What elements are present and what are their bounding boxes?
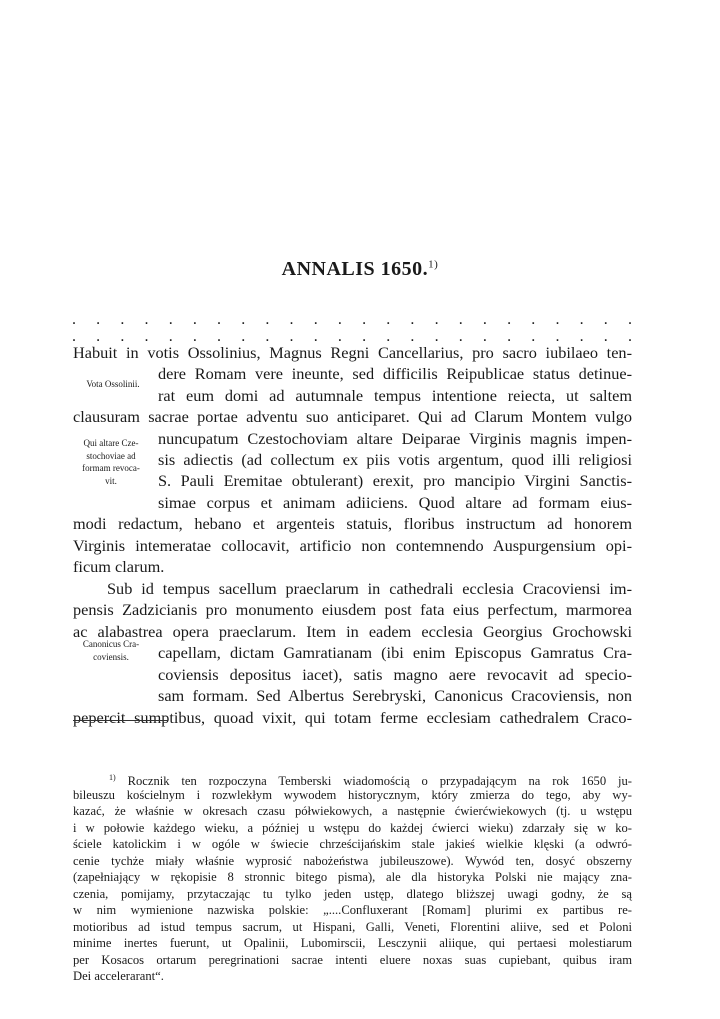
ellipsis-dot: . [410, 328, 415, 345]
ellipsis-dot: . [192, 311, 197, 328]
ellipsis-dot: . [579, 311, 584, 328]
ellipsis-dot: . [144, 328, 149, 345]
title-footnote-mark: 1) [428, 258, 439, 271]
body-line: coviensis depositus iacet), satis magno aere revocavit ad specio- [158, 665, 632, 684]
footnote-separator [73, 720, 168, 721]
ellipsis-dot: . [386, 328, 391, 345]
footnote-line: motioribus ad istud tempus sacrum, ut Hispani, Galli, Veneti, Florentini aliive, sed et Poloni [73, 920, 632, 934]
footnote-mark: 1) [109, 773, 116, 782]
ellipsis-dot: . [96, 311, 101, 328]
ellipsis-dot: . [241, 328, 246, 345]
body-line: Virginis intemeratae collocavit, artificio non contemnendo Auspurgensium opi- [73, 536, 632, 555]
footnote-line: czenia, pomijamy, przytaczając tu tylko jeden ustęp, dlatego bliższej uwagi godny, że są [73, 887, 632, 901]
page-title [0, 258, 720, 281]
ellipsis-dot: . [386, 311, 391, 328]
ellipsis-dot: . [531, 328, 536, 345]
ellipsis-dot: . [627, 328, 632, 345]
ellipsis-dot: . [458, 328, 463, 345]
ellipsis-dot: . [168, 328, 173, 345]
ellipsis-dot: . [434, 311, 439, 328]
ellipsis-dot: . [507, 328, 512, 345]
ellipsis-dot: . [627, 311, 632, 328]
margin-note: stochoviae ad [86, 451, 136, 461]
ellipsis-dot: . [337, 311, 342, 328]
body-line: sam formam. Sed Albertus Serebryski, Canonicus Cracoviensis, non [158, 686, 632, 705]
margin-note: Qui altare Cze- [83, 438, 139, 448]
body-line: clausuram sacrae portae adventu suo anticiparet. Qui ad Clarum Montem vulgo [73, 407, 632, 426]
footnote-line: Dei accelerarant“. [73, 969, 164, 983]
ellipsis-dot: . [120, 311, 125, 328]
ellipsis-dot: . [482, 328, 487, 345]
footnote-line: i w połowie każdego wieku, a później u wstępu do każdej ćwierci wieku) zdarzały się w ko- [73, 821, 632, 835]
ellipsis-dot: . [217, 311, 222, 328]
ellipsis-dot: . [192, 328, 197, 345]
ellipsis-dot: . [168, 311, 173, 328]
ellipsis-dot: . [555, 311, 560, 328]
footnote-line: minime inertes fuerunt, ut Opalinii, Lubomirscii, Lesczynii aliique, qui pertaesi molestiarum [73, 936, 632, 950]
ellipsis-dot: . [313, 328, 318, 345]
ellipsis-dot: . [603, 311, 608, 328]
margin-note: Vota Ossolinii. [86, 379, 140, 389]
ellipsis-dot: . [144, 311, 149, 328]
margin-note: coviensis. [93, 652, 129, 662]
footnote-line: (zapełniający w rękopisie 8 stronnic bitego pisma), ale dla historyka Polski nie mający zna- [73, 870, 632, 884]
ellipsis-dot: . [458, 311, 463, 328]
footnote-line: per Kosacos ortarum peregrinationi sacrae intenti eluere noxas suas cupiebant, quibus iram [73, 953, 632, 967]
ellipsis-row [72, 312, 632, 328]
ellipsis-dot: . [96, 328, 101, 345]
ellipsis-dot: . [410, 311, 415, 328]
ellipsis-dot: . [313, 311, 318, 328]
ellipsis-dot: . [579, 328, 584, 345]
footnote-text: Rocznik ten rozpoczyna Temberski wiadomością o przypadającym na rok 1650 ju- [127, 774, 632, 789]
footnote-line: cenie tychże miały właśnie wyprosić nabożeństwa jubileuszowe). Wywód ten, dosyć obszerny [73, 854, 632, 868]
ellipsis-dot: . [72, 311, 76, 328]
ellipsis-dot: . [603, 328, 608, 345]
footnote-line: w nim wymienione nazwiska polskie: „....Confluxerant [Romam] plurimi ex partibus re- [73, 903, 632, 917]
margin-note: formam revoca- [82, 463, 140, 473]
title-text: ANNALIS 1650. [281, 258, 429, 280]
ellipsis-dot: . [265, 328, 270, 345]
body-line: Habuit in votis Ossolinius, Magnus Regni Cancellarius, pro sacro iubilaeo ten- [73, 343, 632, 362]
ellipsis-dot: . [289, 311, 294, 328]
ellipsis-dot: . [434, 328, 439, 345]
footnote-line: ściele katolickim i w ogóle w świecie chrześcijańskim stale jakieś wielkie klęski (a odwró- [73, 837, 632, 851]
ellipsis-dot: . [265, 311, 270, 328]
ellipsis-dot: . [337, 328, 342, 345]
ellipsis-dot: . [241, 311, 246, 328]
body-line: rat eum domi ad autumnale tempus intentione reiecta, ut saltem [158, 386, 632, 405]
ellipsis-dot: . [217, 328, 222, 345]
body-line: simae corpus et animam adiiciens. Quod altare ad formam eius- [158, 493, 632, 512]
margin-note: Canonicus Cra- [82, 639, 140, 649]
ellipsis-dot: . [289, 328, 294, 345]
footnote-line: kazać, że właśnie w okresach czasu półwiekowych, a następnie ćwierćwiekowych (tj. u wstępu [73, 804, 632, 818]
ellipsis-dot: . [507, 311, 512, 328]
body-line: S. Pauli Eremitae obtulerant) erexit, pro mancipio Virgini Sanctis- [158, 471, 632, 490]
footnote-line: bileuszu kościelnym i rozwlekłym wywodem historycznym, który zmierza do tego, aby wy- [73, 788, 632, 802]
ellipsis-dot: . [555, 328, 560, 345]
body-line: ac alabastrea opera praeclarum. Item in eadem ecclesia Georgius Grochowski [73, 622, 632, 641]
ellipsis-dot: . [531, 311, 536, 328]
body-line: capellam, dictam Gamratianam (ibi enim Episcopus Gamratus Cra- [158, 643, 632, 662]
margin-note: vit. [105, 476, 117, 486]
body-line: dere Romam vere ineunte, sed difficilis Reipublicae status detinue- [158, 364, 632, 383]
ellipsis-dot: . [362, 328, 367, 345]
body-line: pepercit sumptibus, quoad vixit, qui totam ferme ecclesiam cathedralem Craco- [73, 708, 632, 727]
body-line: ficum clarum. [73, 557, 165, 576]
ellipsis-dot: . [482, 311, 487, 328]
body-line: Sub id tempus sacellum praeclarum in cathedrali ecclesia Cracoviensi im- [107, 579, 632, 598]
ellipsis-dot: . [120, 328, 125, 345]
body-line: pensis Zadzicianis pro monumento eiusdem post fata eius perfectum, marmorea [73, 600, 632, 619]
ellipsis-dot: . [72, 328, 76, 345]
body-line: sis adiectis (ad collectum ex piis votis argentum, quod illi religiosi [158, 450, 632, 469]
ellipsis-dot: . [362, 311, 367, 328]
body-line: modi redactum, hebano et argenteis statuis, floribus instructum ad honorem [73, 514, 632, 533]
body-line: nuncupatum Czestochoviam altare Deiparae Virginis magnis impen- [158, 429, 632, 448]
